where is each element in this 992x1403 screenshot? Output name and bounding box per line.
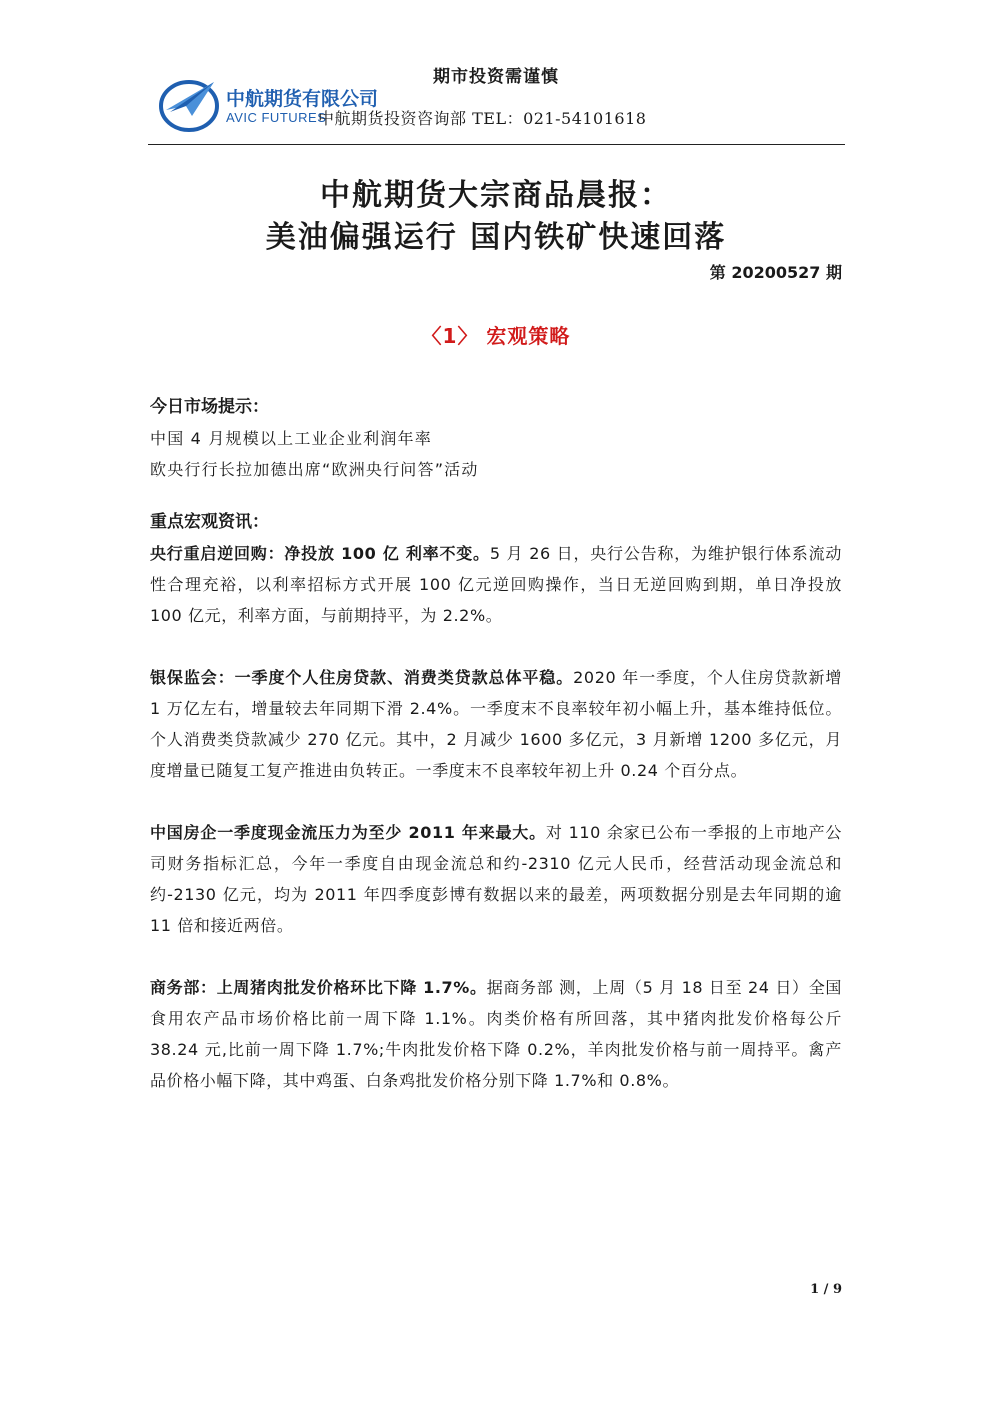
market-tip-item: 中国 4 月规模以上工业企业利润年率 (150, 429, 432, 448)
spacer (150, 631, 842, 662)
news-paragraph (150, 538, 842, 631)
news-body: 2020 年一季度，个人住房贷款新增 1 万亿左右，增量较去年同期下滑 2.4%。一季度末不良率较年初小幅上升，基本维持低位。个人消费类贷款减少 270 亿元。其中，2 月减少 1600 多亿元，3 月新增 1200 多亿元，月度增量已随复工复产推进由负转正。一季度末不良率较年初上升 0.24 个百分点。 (150, 668, 842, 780)
news-body: 5 月 26 日，央行公告称，为维护银行体系流动性合理充裕，以利率招标方式开展 100 亿元逆回购操作，当日无逆回购到期，单日净投放 100 亿元，利率方面，与前期持平，为 2.2%。 (150, 544, 842, 625)
news-body: 对 110 余家已公布一季报的上市地产公司财务指标汇总，今年一季度自由现金流总和约-2310 亿元人民币，经营活动现金流总和约-2130 亿元，均为 2011 年四季度彭博有数据以来的最差，两项数据分别是去年同期的逾 11 倍和接近两倍。 (150, 823, 842, 935)
issue-number: 第 20200527 期 (709, 263, 842, 282)
news-paragraph (150, 817, 842, 941)
spacer (150, 485, 842, 507)
news-paragraph (150, 972, 842, 1096)
macro-news-heading: 重点宏观资讯： (150, 512, 269, 532)
spacer (150, 786, 842, 817)
news-lead: 商务部：上周猪肉批发价格环比下降 1.7%。 (150, 978, 487, 997)
logo-badge-text: AVIC (173, 115, 192, 124)
report-body (150, 392, 842, 1096)
page-number: 1 / 9 (810, 1282, 842, 1297)
logo-company-name-en: AVIC FUTURES (226, 110, 327, 125)
news-paragraph (150, 662, 842, 786)
header-divider (148, 144, 845, 145)
market-tip-item: 欧央行行长拉加德出席“欧洲央行问答”活动 (150, 460, 479, 479)
logo-company-name-cn: 中航期货有限公司 (226, 88, 379, 110)
news-lead: 中国房企一季度现金流压力为至少 2011 年来最大。 (150, 823, 546, 842)
market-tips-heading: 今日市场提示： (150, 397, 269, 417)
news-lead: 央行重启逆回购：净投放 100 亿 利率不变。 (150, 544, 490, 563)
risk-warning: 期市投资需谨慎 (433, 67, 559, 87)
news-body: 据商务部 测，上周（5 月 18 日至 24 日）全国食用农产品市场价格比前一周下降 1.1%。肉类价格有所回落，其中猪肉批发价格每公斤 38.24 元,比前一周下降 1.7%;牛肉批发价格下降 0.2%，羊肉批发价格与前一周持平。禽产品价格小幅下降，其中鸡蛋、白条鸡批发价格分别下降 1.7%和 0.8%。 (150, 978, 842, 1090)
report-subtitle: 美油偏强运行 国内铁矿快速回落 (265, 220, 727, 255)
spacer (150, 941, 842, 972)
report-title: 中航期货大宗商品晨报： (320, 178, 672, 213)
news-lead: 银保监会：一季度个人住房贷款、消费类贷款总体平稳。 (150, 668, 574, 687)
section-heading: 〈1〉 宏观策略 (421, 324, 571, 348)
contact-line: 中航期货投资咨询部 TEL：021-54101618 (318, 109, 647, 128)
avic-logo-icon (156, 76, 222, 134)
